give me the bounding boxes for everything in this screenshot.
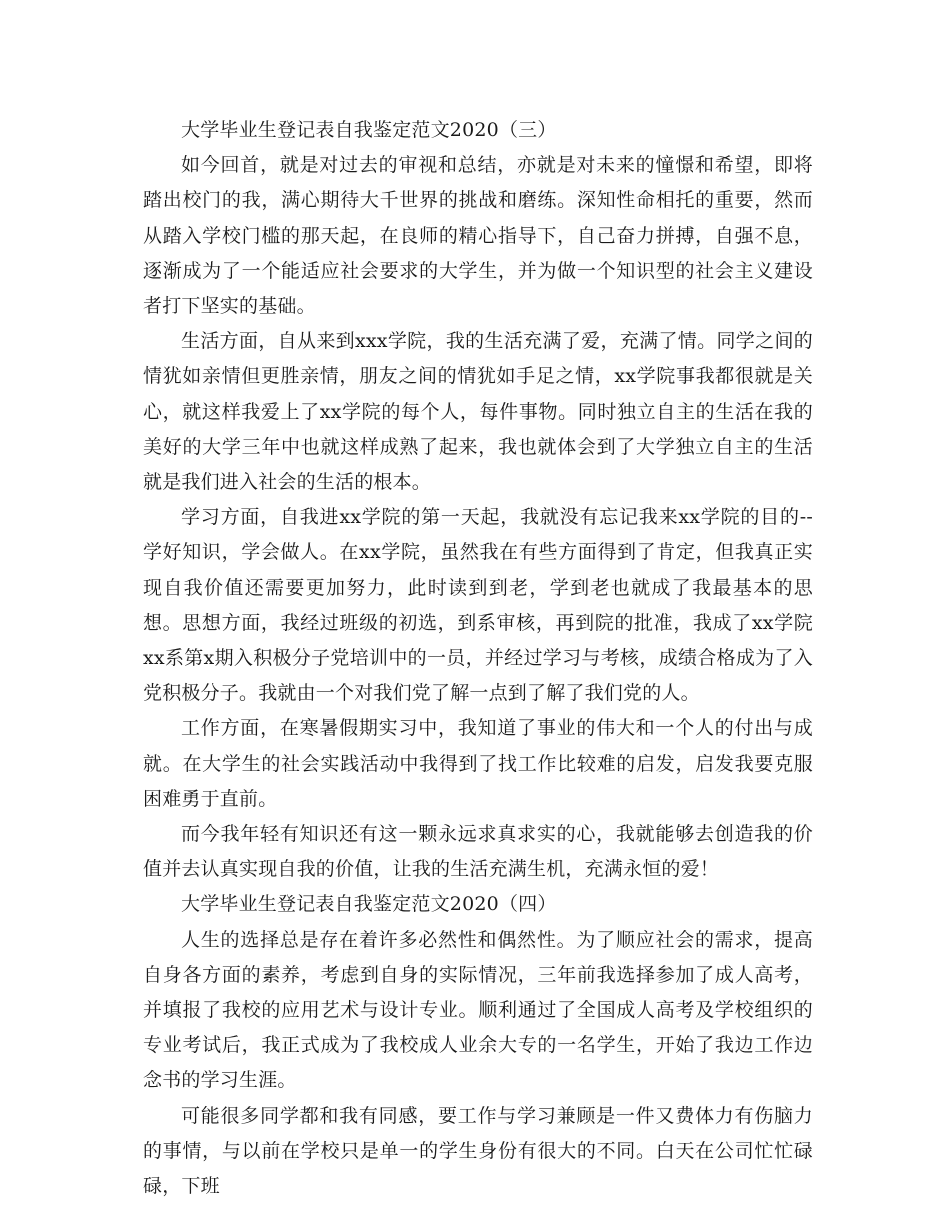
section-heading-3: 大学毕业生登记表自我鉴定范文2020（三） xyxy=(181,119,557,141)
paragraph-choice: 人生的选择总是存在着许多必然性和偶然性。为了顺应社会的需求，提高自身各方面的素养，考虑到自身的实际情况，三年前我选择参加了成人高考，并填报了我校的应用艺术与设计专业。顺利通过了全国成人高考及学校组织的专业考试后，我正式成为了我校成人业余大专的一名学生，开始了我边工作边念书的学习生涯。 xyxy=(143,928,813,1092)
paragraph-intro: 如今回首，就是对过去的审视和总结，亦就是对未来的憧憬和希望，即将踏出校门的我，满心期待大千世界的挑战和磨练。深知性命相托的重要，然而从踏入学校门槛的那天起，在良师的精心指导下，自己奋力拼搏，自强不息，逐渐成为了一个能适应社会要求的大学生，并为做一个知识型的社会主义建设者打下坚实的基础。 xyxy=(143,154,813,318)
paragraph-study: 学习方面，自我进xx学院的第一天起，我就没有忘记我来xx学院的目的--学好知识，学会做人。在xx学院，虽然我在有些方面得到了肯定，但我真正实现自我价值还需要更加努力，此时读到到老，学到老也就成了我最基本的思想。思想方面，我经过班级的初选，到系审核，再到院的批准，我成了xx学院xx系第x期入积极分子党培训中的一员，并经过学习与考核，成绩合格成为了入党积极分子。我就由一个对我们党了解一点到了解了我们党的人。 xyxy=(143,506,813,705)
section-heading-4: 大学毕业生登记表自我鉴定范文2020（四） xyxy=(181,893,557,916)
paragraph-life: 生活方面，自从来到xxx学院，我的生活充满了爱，充满了情。同学之间的情犹如亲情但更胜亲情，朋友之间的情犹如手足之情，xx学院事我都很就是关心，就这样我爱上了xx学院的每个人，每件事物。同时独立自主的生活在我的美好的大学三年中也就这样成熟了起来，我也就体会到了大学独立自主的生活就是我们进入社会的生活的根本。 xyxy=(143,330,813,494)
paragraph-work: 工作方面，在寒暑假期实习中，我知道了事业的伟大和一个人的付出与成就。在大学生的社会实践活动中我得到了找工作比较难的启发，启发我要克服困难勇于直前。 xyxy=(143,717,813,810)
paragraph-conclusion: 而今我年轻有知识还有这一颗永远求真求实的心，我就能够去创造我的价值并去认真实现自我的价值，让我的生活充满生机，充满永恒的爱！ xyxy=(143,823,813,881)
paragraph-balance: 可能很多同学都和我有同感，要工作与学习兼顾是一件又费体力有伤脑力的事情，与以前在学校只是单一的学生身份有很大的不同。白天在公司忙忙碌碌，下班 xyxy=(143,1104,813,1198)
document-page xyxy=(143,113,813,1204)
